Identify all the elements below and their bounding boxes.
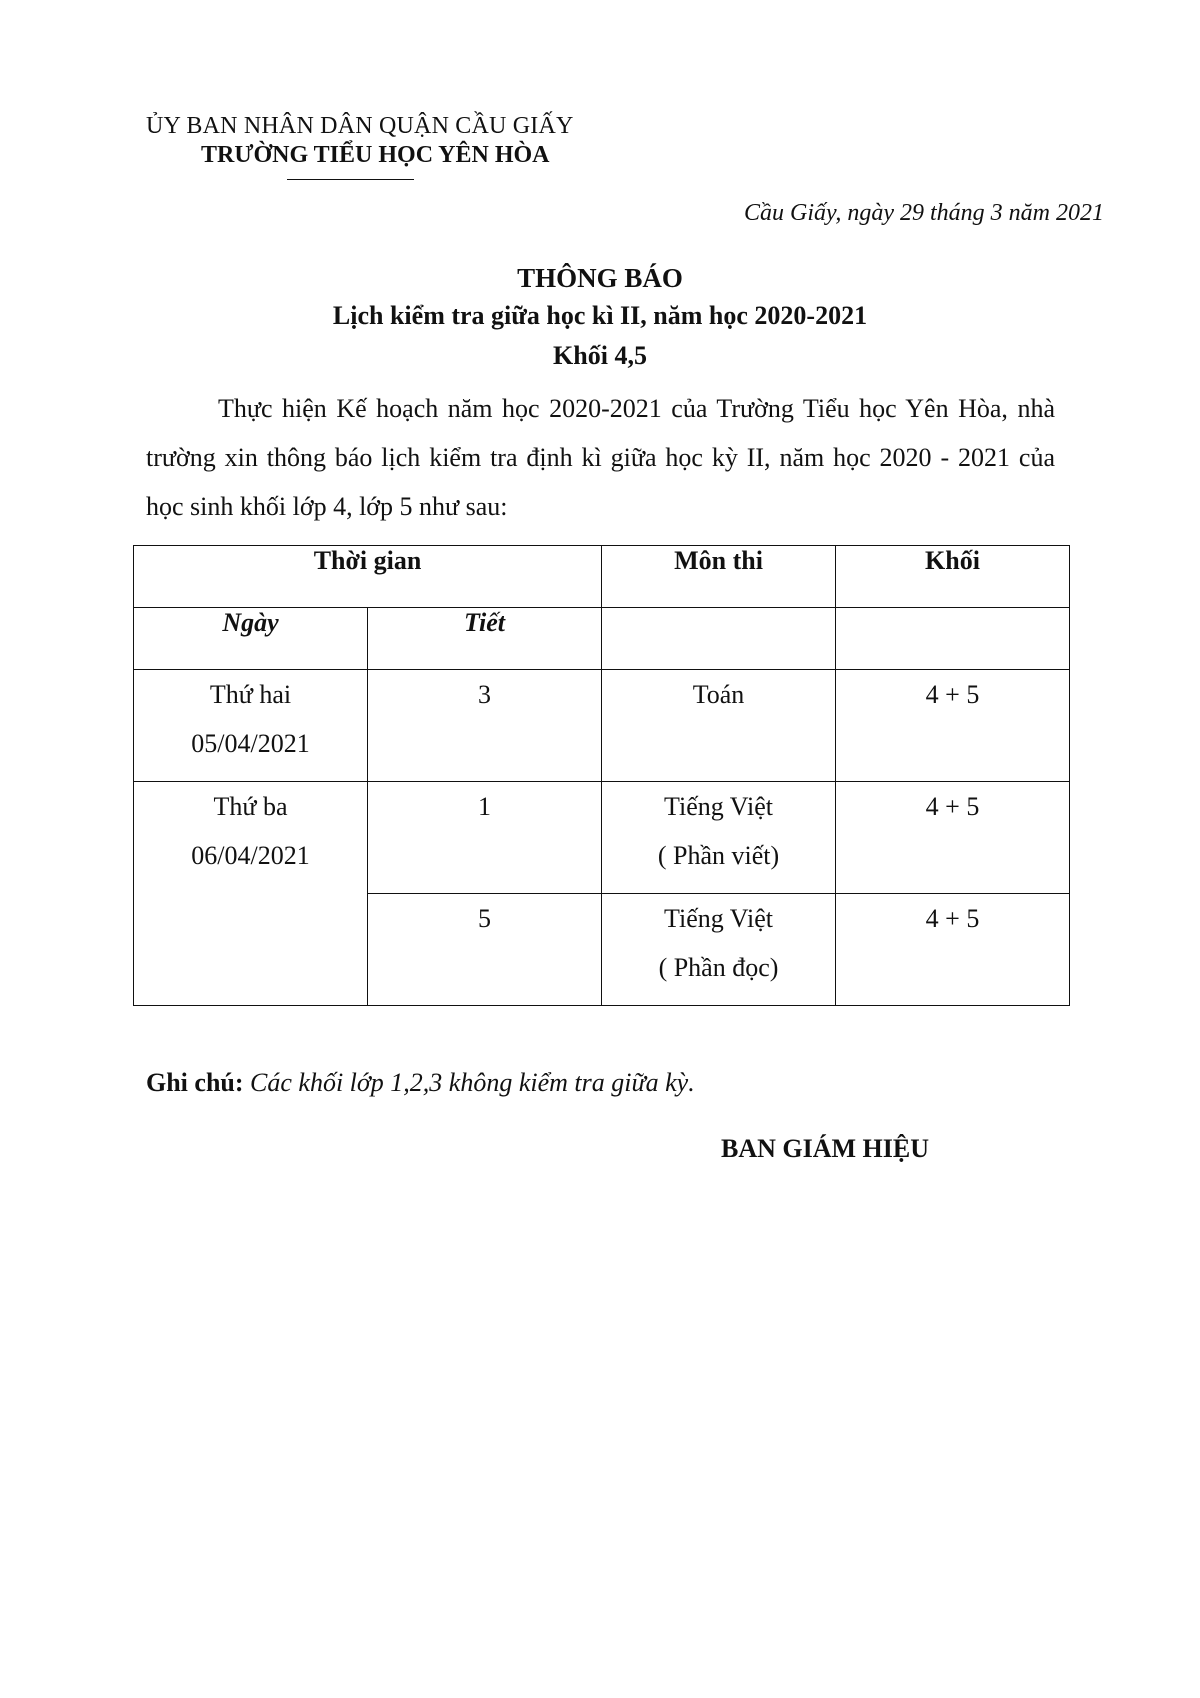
grade-cell: 4 + 5 — [836, 894, 1070, 1006]
subheader-day: Ngày — [134, 608, 368, 670]
note-label: Ghi chú: — [146, 1068, 244, 1097]
header-divider — [287, 179, 414, 180]
table-header-row — [134, 546, 1070, 608]
day-cell — [134, 670, 368, 782]
period-cell: 1 — [368, 782, 602, 894]
subject-label: Toán — [692, 680, 745, 709]
document-grades: Khối 4,5 — [553, 341, 647, 370]
subject-label: Tiếng Việt — [664, 792, 773, 821]
table-row — [134, 782, 1070, 894]
subject-note: ( Phần viết) — [657, 841, 780, 870]
header-subject: Môn thi — [602, 546, 836, 608]
day-cell — [134, 782, 368, 1006]
grade-cell: 4 + 5 — [836, 670, 1070, 782]
note — [146, 1068, 695, 1098]
date-label: 05/04/2021 — [191, 729, 310, 758]
period-cell: 5 — [368, 894, 602, 1006]
issuing-authority: ỦY BAN NHÂN DÂN QUẬN CẦU GIẤY — [146, 113, 574, 139]
day-label: Thứ ba — [213, 792, 288, 821]
note-text: Các khối lớp 1,2,3 không kiểm tra giữa kỳ. — [250, 1068, 695, 1097]
subject-label: Tiếng Việt — [664, 904, 773, 933]
header-time: Thời gian — [134, 546, 602, 608]
table-row — [134, 670, 1070, 782]
subheader-blank — [836, 608, 1070, 670]
header-grade: Khối — [836, 546, 1070, 608]
table-subheader-row — [134, 608, 1070, 670]
intro-paragraph: Thực hiện Kế hoạch năm học 2020-2021 của Trường Tiểu học Yên Hòa, nhà trường xin thông báo lịch kiểm tra định kì giữa học kỳ II, năm học 2020 - 2021 của học sinh khối lớp 4, lớp 5 như sau: — [146, 394, 1055, 521]
document-title: THÔNG BÁO — [517, 263, 683, 293]
subject-note: ( Phần đọc) — [658, 953, 779, 982]
subject-cell — [602, 894, 836, 1006]
school-name: TRƯỜNG TIỂU HỌC YÊN HÒA — [201, 142, 550, 168]
date-label: 06/04/2021 — [191, 841, 310, 870]
exam-schedule-table — [133, 545, 1070, 1006]
grade-cell: 4 + 5 — [836, 782, 1070, 894]
signature-block: BAN GIÁM HIỆU — [721, 1134, 930, 1163]
subheader-blank — [602, 608, 836, 670]
document-subtitle: Lịch kiểm tra giữa học kì II, năm học 2020-2021 — [332, 301, 868, 330]
period-cell: 3 — [368, 670, 602, 782]
subject-cell — [602, 782, 836, 894]
place-date: Cầu Giấy, ngày 29 tháng 3 năm 2021 — [744, 200, 1104, 226]
subheader-period: Tiết — [368, 608, 602, 670]
subject-cell — [602, 670, 836, 782]
day-label: Thứ hai — [209, 680, 292, 709]
